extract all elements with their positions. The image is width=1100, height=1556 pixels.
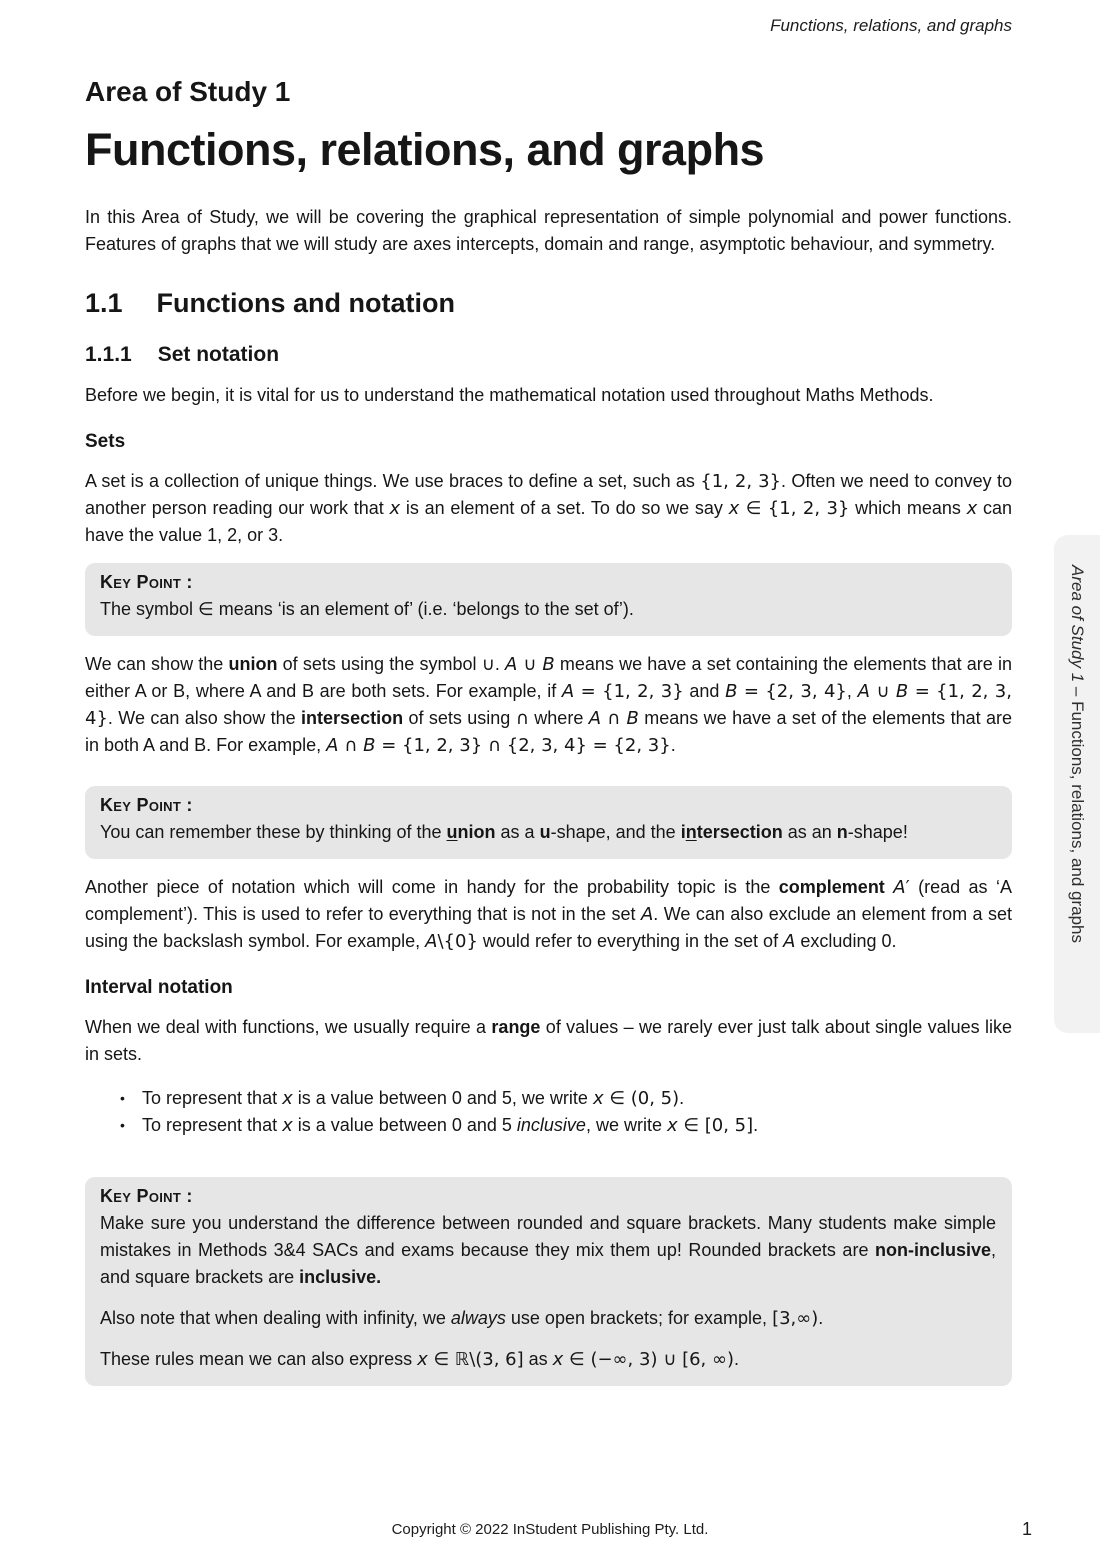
key-point-label: Key Point : [100,1186,193,1206]
list-item [120,1085,1012,1112]
key-point-text: You can remember these by thinking of the union as a u-shape, and the intersection as an n-shape! [100,822,908,842]
key-point-box-1 [85,563,1012,636]
chapter-side-tab [1054,535,1100,1033]
running-header: Functions, relations, and graphs [770,16,1012,35]
complement-paragraph: Another piece of notation which will come in handy for the probability topic is the complement A′ (read as ‘A complement’). This is used to refer to everything that is not in the set A. We can also exclude an element from a set using the backslash symbol. For example, A\{0} would refer to everything in the set of A excluding 0. [85,877,1012,952]
sets-paragraph: A set is a collection of unique things. We use braces to define a set, such as {1, 2, 3}. Often we need to convey to another person reading our work that x is an element of a set. To do so we say x ∈ {1, 2, 3} which means x can have the value 1, 2, or 3. [85,471,1012,545]
key-point-text: The symbol ∈ means ‘is an element of’ (i.e. ‘belongs to the set of’). [100,599,634,620]
subsection-number: 1.1.1 [85,343,132,366]
sets-heading: Sets [85,431,126,452]
interval-notation-heading: Interval notation [85,977,233,998]
key-point-box-3 [85,1177,1012,1386]
side-tab-chapter: Area of Study 1 [1068,565,1087,683]
key-point-text: These rules mean we can also express x ∈ ℝ\(3, 6] as x ∈ (−∞, 3) ∪ [6, ∞). [100,1349,740,1370]
side-tab-title: – Functions, relations, and graphs [1068,682,1087,944]
page-content [0,76,1100,1386]
section-number: 1.1 [85,288,123,318]
bullet-text: To represent that x is a value between 0 and 5 inclusive, we write x ∈ [0, 5]. [142,1115,759,1136]
copyright-text: Copyright © 2022 InStudent Publishing Pty. Ltd. [391,1521,709,1538]
section-heading-1-1 [85,288,1012,319]
key-point-box-2 [85,786,1012,859]
key-point-label: Key Point : [100,795,193,815]
chapter-label: Area of Study 1 [85,76,291,107]
key-point-label: Key Point : [100,572,193,592]
interval-bullet-list [85,1085,1012,1139]
union-paragraph: We can show the union of sets using the symbol ∪. A ∪ B means we have a set containing the elements that are in either A or B, where A and B are both sets. For example, if A = {1, 2, 3} and B = {2, 3, 4}, A ∪ B = {1, 2, 3, 4}. We can also show the intersection of sets using ∩ where A ∩ B means we have a set of the elements that are in both A and B. For example, A ∩ B = {1, 2, 3} ∩ {2, 3, 4} = {2, 3}. [85,654,1012,756]
key-point-text: Also note that when dealing with infinity, we always use open brackets; for example, [3,∞). [100,1308,824,1329]
page-title: Functions, relations, and graphs [85,124,765,175]
list-item [120,1112,1012,1139]
when-paragraph: When we deal with functions, we usually require a range of values – we rarely ever just talk about single values like in sets. [85,1017,1012,1064]
bullet-text: To represent that x is a value between 0 and 5, we write x ∈ (0, 5). [142,1088,685,1109]
key-point-text: Make sure you understand the difference between rounded and square brackets. Many students make simple mistakes in Methods 3&4 SACs and exams because they mix them up! Rounded brackets are non-inclusive, and square brackets are inclusive. [100,1213,996,1287]
before-paragraph: Before we begin, it is vital for us to understand the mathematical notation used throughout Maths Methods. [85,385,934,405]
subsection-label: Set notation [157,343,280,366]
page-number: 1 [1021,1519,1032,1539]
intro-paragraph: In this Area of Study, we will be covering the graphical representation of simple polynomial and power functions. Features of graphs that we will study are axes intercepts, domain and range, asymptotic behaviour, and symmetry. [85,207,1012,254]
subsection-heading-1-1-1 [85,343,1012,367]
chapter-side-tab-text [1067,535,1087,1033]
page-footer [0,1521,1100,1538]
section-label: Functions and notation [156,288,456,318]
